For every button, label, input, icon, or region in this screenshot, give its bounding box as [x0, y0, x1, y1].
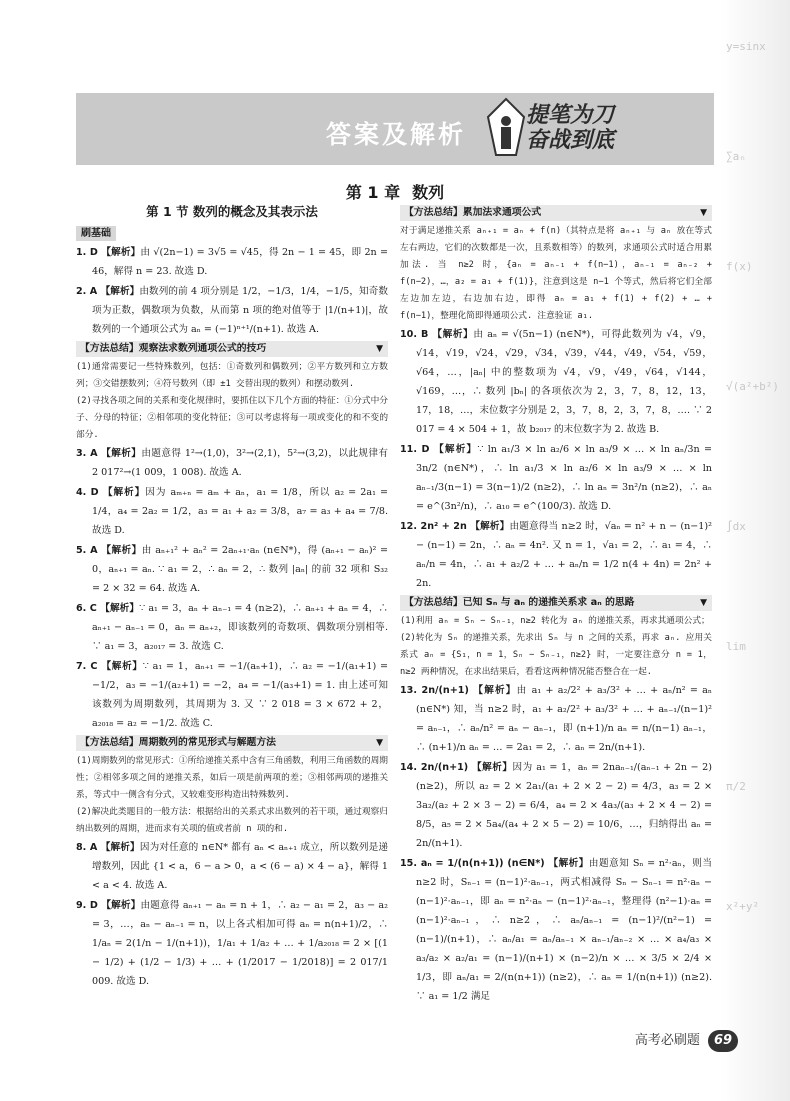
answer-number: 1. D [76, 247, 102, 258]
answer-text: 由 aₙ = √(5n−1) (n∈N*)，可得此数列为 √4，√9，√14，√19，√24，√29，√34，√39，√44，√49，√54，√59，√64，…，|aₙ| 中的整数项为 √4，√9，√49，√64，√144，√169，…，∴ 数列 |bₙ| 的各项依次为 2，3，7，8，12，13，17，18，…，末位数字分别是 2，3，7，8，2，3，7，8，…. ∵ 2 017 = 4 × 504 + 1，故 b₂₀₁₇ 的末位数字为 2. 故选 B. [416, 329, 713, 435]
analysis-label: 【解析】 [432, 329, 474, 340]
answer-number: 7. C [76, 661, 102, 672]
method-box-4: 【方法总结】已知 Sₙ 与 aₙ 的递推关系求 aₙ 的思路 ▼ [400, 595, 712, 611]
answer-item [76, 541, 388, 598]
answer-item [76, 243, 388, 281]
answer-text: 因为 a₁ = 1，aₙ = 2naₙ₋₁/(aₙ₋₁ + 2n − 2) (n≥2)，所以 a₂ = 2 × 2a₁/(a₁ + 2 × 2 − 2) = 4/3，a₃ = 2 × 3a₂/(a₂ + 2 × 3 − 2) = 6/4，a₄ = 2 × 4a₃/(a₃ + 2 × 4 − 2) = 8/5，a₅ = 2 × 5a₄/(a₄ + 2 × 5 − 2) = 10/6，…，归纳得出 aₙ = 2n/(n+1). [416, 762, 713, 849]
emblem-text: 提笔为刀 奋战到底 [526, 103, 615, 153]
answer-item [400, 854, 712, 1006]
answer-item [76, 896, 388, 991]
side-decoration: y=sinx ∑aₙ f(x) √(a²+b²) ∫dx lim π/2 x²+y² [720, 0, 790, 1101]
answer-item [76, 599, 388, 656]
analysis-label: 【解析】 [434, 444, 478, 455]
answer-number: 11. D [400, 444, 435, 455]
method-summary-3 [400, 223, 712, 325]
header-banner [76, 93, 714, 165]
analysis-label: 【解析】 [101, 900, 141, 911]
answer-item [400, 325, 712, 439]
analysis-label: 【解析】 [473, 685, 517, 696]
answer-list-5 [400, 681, 712, 1006]
answer-list-2 [76, 444, 388, 733]
method-box-2: 【方法总结】周期数列的常见形式与解题方法 ▼ [76, 735, 388, 751]
book-title: 高考必刷题 [634, 1033, 700, 1048]
page-footer [635, 1029, 738, 1052]
answer-number: 6. C [76, 603, 101, 614]
answer-text: 由 a₁ + a₂/2² + a₃/3² + … + aₙ/n² = aₙ (n∈N*) 知，当 n≥2 时，a₁ + a₂/2² + a₃/3² + … + aₙ₋₁/(n−1)² = aₙ₋₁，∴ aₙ/n² = aₙ − aₙ₋₁，即 (n+1)/n aₙ = n/(n−1) aₙ₋₁，∴ (n+1)/n aₙ = … = 2a₁ = 2，∴ aₙ = 2n/(n+1). [416, 685, 713, 753]
summary-paragraph: (2)转化为 Sₙ 的递推关系，先求出 Sₙ 与 n 之间的关系，再求 aₙ. 应用关系式 aₙ = {S₁，n = 1，Sₙ − Sₙ₋₁，n≥2} 时，一定要注意分 n = 1，n≥2 两种情况，在求出结果后，看看这两种情况能否整合在一起. [400, 633, 712, 677]
analysis-label: 【解析】 [470, 521, 510, 532]
answer-item [76, 838, 388, 895]
answer-list-4 [400, 325, 712, 593]
answer-number: 9. D [76, 900, 102, 911]
summary-paragraph: (1)通常需要记一些特殊数列，包括：①奇数列和偶数列；②平方数列和立方数列；③交错摆数列；④符号数列（即 ±1 交替出现的数列）和摆动数列. [76, 362, 388, 389]
answer-text: 由题意得当 n≥2 时，√aₙ = n² + n − (n−1)² − (n−1) = 2n，∴ aₙ = 4n². 又 n = 1，√a₁ = 2，∴ a₁ = 4，∴ aₙ/n = 4n，∴ a₁ + a₂/2 + … + aₙ/n = 1/2 n(4 + 4n) = 2n² + 2n. [416, 521, 713, 589]
answer-text: 由数列的前 4 项分别是 1/2，−1/3，1/4，−1/5，知奇数项为正数，偶数项为负数，从而第 n 项的绝对值等于 |1/(n+1)|，故数列的一个通项公式为 aₙ = (−1)ⁿ⁺¹/(n+1). 故选 A. [92, 286, 389, 335]
method-box-1: 【方法总结】观察法求数列通项公式的技巧 ▼ [76, 341, 388, 357]
chapter-title: 第 1 章 数列 [345, 183, 445, 202]
answer-text: 由题意得 aₙ₊₁ − aₙ = n + 1，∴ a₂ − a₁ = 2，a₃ − a₂ = 3，…，aₙ − aₙ₋₁ = n，以上各式相加可得 aₙ = n(n+1)/2，∴ 1/aₙ = 2(1/n − 1/(n+1))，1/a₁ + 1/a₂ + … + 1/a₂₀₁₈ = 2 × [(1 − 1/2) + (1/2 − 1/3) + … + (1/2017 − 1/2018)] = 2 017/1 009. 故选 D. [92, 900, 389, 987]
answer-item [400, 681, 712, 757]
method-box-3: 【方法总结】累加法求通项公式 ▼ [400, 205, 712, 221]
analysis-label: 【解析】 [100, 286, 140, 297]
summary-paragraph: (1)周期数列的常见形式：①所给递推关系中含有三角函数，利用三角函数的周期性；②相邻多项之间的递推关系，如后一项是前两项的差；③相邻两项的递推关系，等式中一侧含有分式，又较难变形构造出特殊数列. [76, 756, 388, 800]
section-tag: 刷基础 [76, 226, 116, 241]
answer-number: 5. A [76, 545, 102, 556]
answer-text: ∵ ln a₁/3 × ln a₂/6 × ln a₃/9 × … × ln aₙ/3n = 3n/2 (n∈N*)，∴ ln a₁/3 × ln a₂/6 × ln a₃/9 × … × ln aₙ₋₁/3(n−1) = 3(n−1)/2 (n≥2)，∴ ln aₙ = 3n²/n (n≥2)，∴ aₙ = e^(3n²/n)，∴ a₁₀ = e^(100/3). 故选 D. [416, 444, 713, 512]
answer-text: ∵ a₁ = 3，aₙ + aₙ₋₁ = 4 (n≥2)，∴ aₙ₊₁ + aₙ = 4，∴ aₙ₊₁ − aₙ₋₁ = 0，aₙ = aₙ₊₂，即该数列的奇数项、偶数项分别相等. ∵ a₁ = 3，a₂₀₁₇ = 3. 故选 C. [92, 603, 389, 652]
summary-paragraph: (2)解决此类题目的一般方法：根据给出的关系式求出数列的若干项，通过观察归纳出数列的周期，进而求有关项的值或者前 n 项的和. [76, 807, 388, 834]
answer-text: 由题意得 1²→(1,0)，3²→(2,1)，5²→(3,2)，以此规律有 2 017²→(1 009，1 008). 故选 A. [92, 448, 388, 478]
answer-number: 4. D [76, 487, 103, 498]
right-column [400, 203, 712, 1007]
analysis-label: 【解析】 [100, 842, 140, 853]
answer-number: 3. A [76, 448, 102, 459]
answer-text: 由题意知 Sₙ = n²·aₙ，则当 n≥2 时，Sₙ₋₁ = (n−1)²·aₙ₋₁，两式相减得 Sₙ − Sₙ₋₁ = n²·aₙ − (n−1)²·aₙ₋₁，即 aₙ = n²·aₙ − (n−1)²·aₙ₋₁，整理得 (n²−1)·aₙ = (n−1)²·aₙ₋₁，∴ n≥2，∴ aₙ/aₙ₋₁ = (n−1)²/(n²−1) = (n−1)/(n+1)，∴ aₙ/a₁ = aₙ/aₙ₋₁ × aₙ₋₁/aₙ₋₂ × … × a₄/a₃ × a₃/a₂ × a₂/a₁ = (n−1)/(n+1) × (n−2)/n × … × 3/5 × 2/4 × 1/3，即 aₙ/a₁ = 2/(n(n+1)) (n≥2)，∴ aₙ = 1/(n(n+1)) (n≥2). ∵ a₁ = 1/2 满足 [416, 858, 712, 1002]
answer-item [76, 282, 388, 339]
summary-paragraph: (2)寻找各项之间的关系和变化规律时，要抓住以下几个方面的特征：①分式中分子、分母的特征；②相邻项的变化特征；③可以考虑将每一项或变化的和不变的部分. [76, 396, 388, 440]
page-number: 69 [708, 1030, 738, 1052]
method-summary-2 [76, 753, 388, 838]
answer-number: 15. aₙ = 1/(n(n+1)) (n∈N*) [400, 858, 549, 869]
summary-paragraph: 对于满足递推关系 aₙ₊₁ = aₙ + f(n)（其特点是将 aₙ₊₁ 与 aₙ 放在等式左右两边，它们的次数都是一次，且系数相等）的数列，求通项公式时适合用累加法. 当 n≥2 时，{aₙ = aₙ₋₁ + f(n−1)，aₙ₋₁ = aₙ₋₂ + f(n−2)，…，a₂ = a₁ + f(1)}，注意到这是 n−1 个等式，然后将它们全部左边加左边，右边加右边，即得 aₙ = a₁ + f(1) + f(2) + … + f(n−1)，整理化简即得通项公式. 注意验证 a₁. [400, 226, 712, 321]
method-summary-1 [76, 359, 388, 444]
answer-item [400, 517, 712, 593]
answer-text: 因为 aₘ₊ₙ = aₘ + aₙ，a₁ = 1/8，所以 a₂ = 2a₁ = 1/4，a₄ = 2a₂ = 1/2，a₃ = a₁ + a₂ = 3/8，a₇ = a₃ + a₄ = 7/8. 故选 D. [92, 487, 389, 536]
analysis-label: 【解析】 [101, 661, 143, 672]
analysis-label: 【解析】 [101, 247, 141, 258]
banner-title: 答案及解析 [326, 120, 467, 149]
answer-number: 14. 2n/(n+1) [400, 762, 473, 773]
answer-item [76, 444, 388, 482]
answer-item [76, 483, 388, 540]
answer-item [400, 758, 712, 853]
answer-item [400, 440, 712, 516]
answer-number: 2. A [76, 286, 101, 297]
analysis-label: 【解析】 [101, 448, 142, 459]
analysis-label: 【解析】 [100, 603, 140, 614]
answer-text: ∵ a₁ = 1，aₙ₊₁ = −1/(aₙ+1)，∴ a₂ = −1/(a₁+1) = −1/2，a₃ = −1/(a₂+1) = −2，a₄ = −1/(a₃+1) = 1. 由上述可知该数列为周期数列，其周期为 3. 又 ∵ 2 018 = 3 × 672 + 2，a₂₀₁₈ = a₂ = −1/2. 故选 C. [92, 661, 388, 729]
answer-item [76, 657, 388, 733]
pen-emblem [486, 97, 686, 161]
left-column [76, 202, 388, 992]
answer-text: 由 aₙ₊₁² + aₙ² = 2aₙ₊₁·aₙ (n∈N*)，得 (aₙ₊₁ − aₙ)² = 0，aₙ₊₁ = aₙ. ∵ a₁ = 2，∴ aₙ = 2，∴ 数列 |aₙ| 的前 32 项和 S₃₂ = 2 × 32 = 64. 故选 A. [92, 545, 388, 594]
analysis-label: 【解析】 [548, 858, 589, 869]
answer-number: 10. B [400, 329, 433, 340]
analysis-label: 【解析】 [472, 762, 513, 773]
answer-number: 12. 2n² + 2n [400, 521, 471, 532]
section-title: 第 1 节 数列的概念及其表示法 [146, 204, 318, 219]
method-summary-4 [400, 613, 712, 681]
answer-list-3 [76, 838, 388, 991]
analysis-label: 【解析】 [102, 487, 146, 498]
answer-number: 8. A [76, 842, 101, 853]
answer-text: 因为对任意的 n∈N* 都有 aₙ < aₙ₊₁ 成立，所以数列是递增数列，因此 {1 < a，6 − a > 0，a < (6 − a) × 4 − a}，解得 1 < a < 4. 故选 A. [92, 842, 388, 891]
answer-number: 13. 2n/(n+1) [400, 685, 474, 696]
answer-list-1 [76, 243, 388, 339]
summary-paragraph: (1)利用 aₙ = Sₙ − Sₙ₋₁，n≥2 转化为 aₙ 的递推关系，再求其通项公式； [400, 616, 710, 626]
answer-text: 由 √(2n−1) = 3√5 = √45，得 2n − 1 = 45，即 2n = 46，解得 n = 23. 故选 D. [92, 247, 388, 277]
analysis-label: 【解析】 [101, 545, 142, 556]
